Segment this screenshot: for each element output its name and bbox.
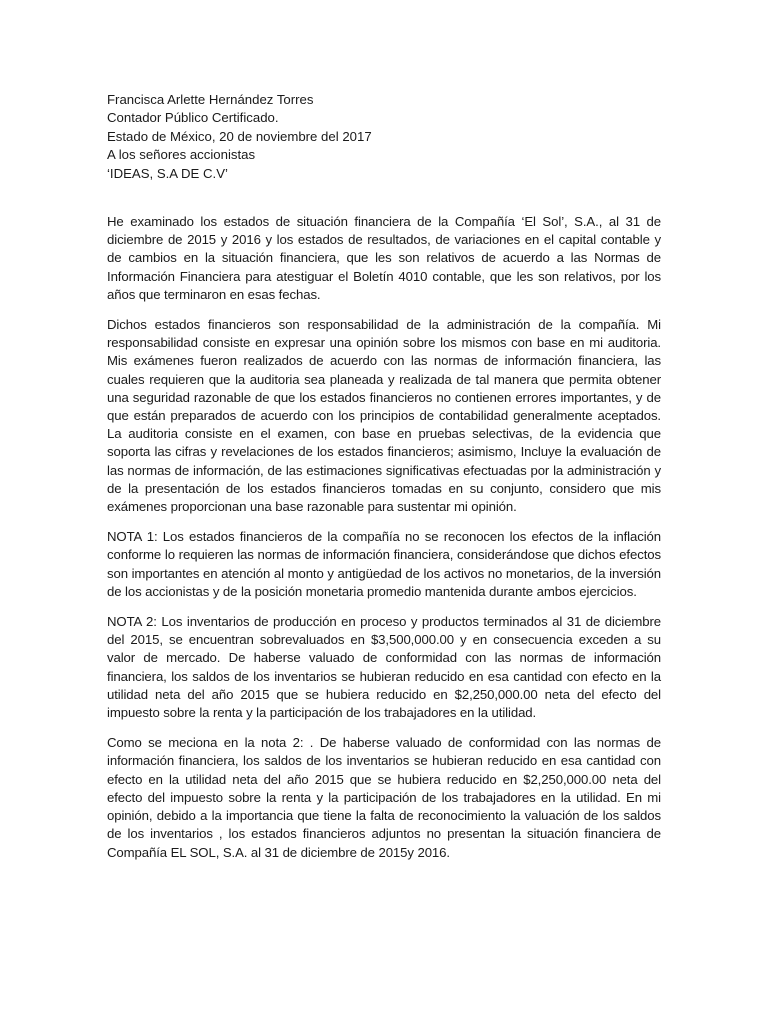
addressee: A los señores accionistas	[107, 147, 256, 163]
author-name: Francisca Arlette Hernández Torres	[107, 92, 314, 107]
letter-body	[107, 213, 661, 874]
paragraph-opinion: Como se meciona en la nota 2: . De haberse valuado de conformidad con las normas de información financiera, los saldos de los inventarios se hubieran reducido en esa cantidad con efecto en la utilidad neta del año 2015 que se hubiera reducido en $2,250,000.00 neta del efecto del impuesto sobre la renta y la participación de los trabajadores en la utilidad. En mi opinión, debido a la importancia que tiene la falta de reconocimiento la valuación de los saldos de los inventarios , los estados financieros adjuntos no presentan la situación financiera de Compañía EL SOL, S.A. al 31 de diciembre de 2015y 2016.	[107, 735, 661, 860]
paragraph-note-2: NOTA 2: Los inventarios de producción en proceso y productos terminados al 31 de diciembre del 2015, se encuentran sobrevaluados en $3,500,000.00 y en consecuencia exceden a su valor de mercado. De haberse valuado de conformidad con las normas de información financiera, los saldos de los inventarios se hubieran reducido en esa cantidad con efecto en la utilidad neta del año 2015 que se hubiera reducido en $2,250,000.00 neta del efecto del impuesto sobre la renta y la participación de los trabajadores en la utilidad.	[107, 614, 661, 721]
paragraph-note-1: NOTA 1: Los estados financieros de la compañía no se reconocen los efectos de la inflación conforme lo requieren las normas de información financiera, considerándose que dichos efectos son importantes en atención al monto y antigüedad de los activos no monetarios, de la inversión de los accionistas y de la posición monetaria promedio mantenida durante ambos ejercicios.	[107, 529, 661, 599]
place-and-date: Estado de México, 20 de noviembre del 2017	[107, 128, 372, 144]
letter-header	[107, 91, 667, 183]
company-name: ‘IDEAS, S.A DE C.V’	[107, 165, 228, 181]
paragraph-responsibility: Dichos estados financieros son responsabilidad de la administración de la compañía. Mi responsabilidad consiste en expresar una opinión sobre los mismos con base en mi auditoria. Mis exámenes fueron realizados de acuerdo con las normas de información financiera, las cuales requieren que la auditoria sea planeada y realizada de tal manera que permita obtener una seguridad razonable de que los estados financieros no contienen errores importantes, y de que están preparados de acuerdo con los principios de contabilidad generalmente aceptados. La auditoria consiste en el examen, con base en pruebas selectivas, de la evidencia que soporta las cifras y revelaciones de los estados financieros; asimismo, Incluye la evaluación de las normas de información, de las estimaciones significativas efectuadas por la administración y de la presentación de los estados financieros tomadas en su conjunto, considero que mis exámenes proporcionan una base razonable para sustentar mi opinión.	[107, 317, 661, 515]
paragraph-scope: He examinado los estados de situación financiera de la Compañía ‘El Sol’, S.A., al 31 de diciembre de 2015 y 2016 y los estados de resultados, de variaciones en el capital contable y de cambios en la situación financiera, que les son relativos de acuerdo a las Normas de Información Financiera para atestiguar el Boletín 4010 contable, que les son relativos, por los años que terminaron en esas fechas.	[107, 214, 661, 302]
author-title: Contador Público Certificado.	[107, 110, 279, 126]
